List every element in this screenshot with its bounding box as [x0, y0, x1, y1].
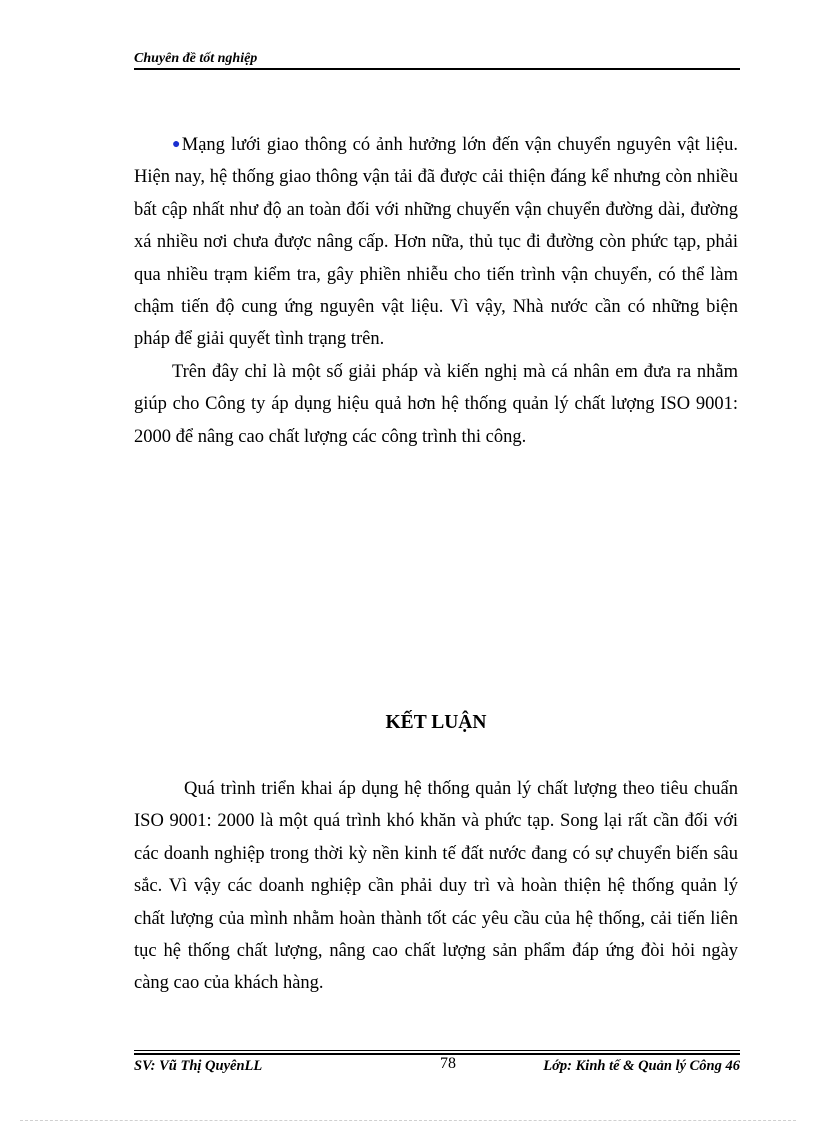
footer-student-name: SV: Vũ Thị QuyênLL	[134, 1058, 263, 1074]
header-title: Chuyên đề tốt nghiệp	[134, 51, 258, 66]
footer-rule-thick	[134, 1053, 740, 1055]
paragraph-conclusion: Quá trình triển khai áp dụng hệ thống quản lý chất lượng theo tiêu chuẩn ISO 9001: 2000 là một quá trình khó khăn và phức tạp. Song lại rất cần đối với các doanh nghiệp trong thời kỳ nền kinh tế đất nước đang có sự chuyển biến sâu sắc. Vì vậy các doanh nghiệp cần phải duy trì và hoàn thiện hệ thống quản lý chất lượng của mình nhằm hoàn thành tốt các yêu cầu của hệ thống, cải tiến liên tục hệ thống chất lượng, nâng cao chất lượng sản phẩm đáp ứng đòi hỏi ngày càng cao của khách hàng.	[134, 779, 738, 994]
conclusion-heading: KẾT LUẬN	[385, 712, 487, 733]
paragraph-solutions-summary: Trên đây chỉ là một số giải pháp và kiến nghị mà cá nhân em đưa ra nhằm giúp cho Công ty áp dụng hiệu quả hơn hệ thống quản lý chất lượng ISO 9001: 2000 để nâng cao chất lượng các công trình thi công.	[134, 362, 738, 447]
footer-class-name: Lớp: Kinh tế & Quản lý Công 46	[543, 1058, 740, 1074]
paragraph-transport-network	[134, 129, 738, 356]
header-rule	[134, 68, 740, 70]
bullet-icon: ●	[172, 137, 182, 152]
paragraph-1-text: Mạng lưới giao thông có ảnh hưởng lớn đến vận chuyển nguyên vật liệu. Hiện nay, hệ thống giao thông vận tải đã được cải thiện đáng kể nhưng còn nhiều bất cập nhất như độ an toàn đối với những chuyến vận chuyển đường dài, đường xá nhiều nơi chưa được nâng cấp. Hơn nữa, thủ tục đi đường còn phức tạp, phải qua nhiều trạm kiểm tra, gây phiền nhiễu cho tiến trình vận chuyển, có thể làm chậm tiến độ cung ứng nguyên vật liệu. Vì vậy, Nhà nước cần có những biện pháp để giải quyết tình trạng trên.	[134, 135, 738, 350]
footer-page-number: 78	[440, 1055, 456, 1072]
page-edge-divider	[20, 1120, 796, 1121]
page-header	[134, 48, 740, 70]
page-footer	[134, 1050, 740, 1080]
footer-rule-thin	[134, 1050, 740, 1051]
